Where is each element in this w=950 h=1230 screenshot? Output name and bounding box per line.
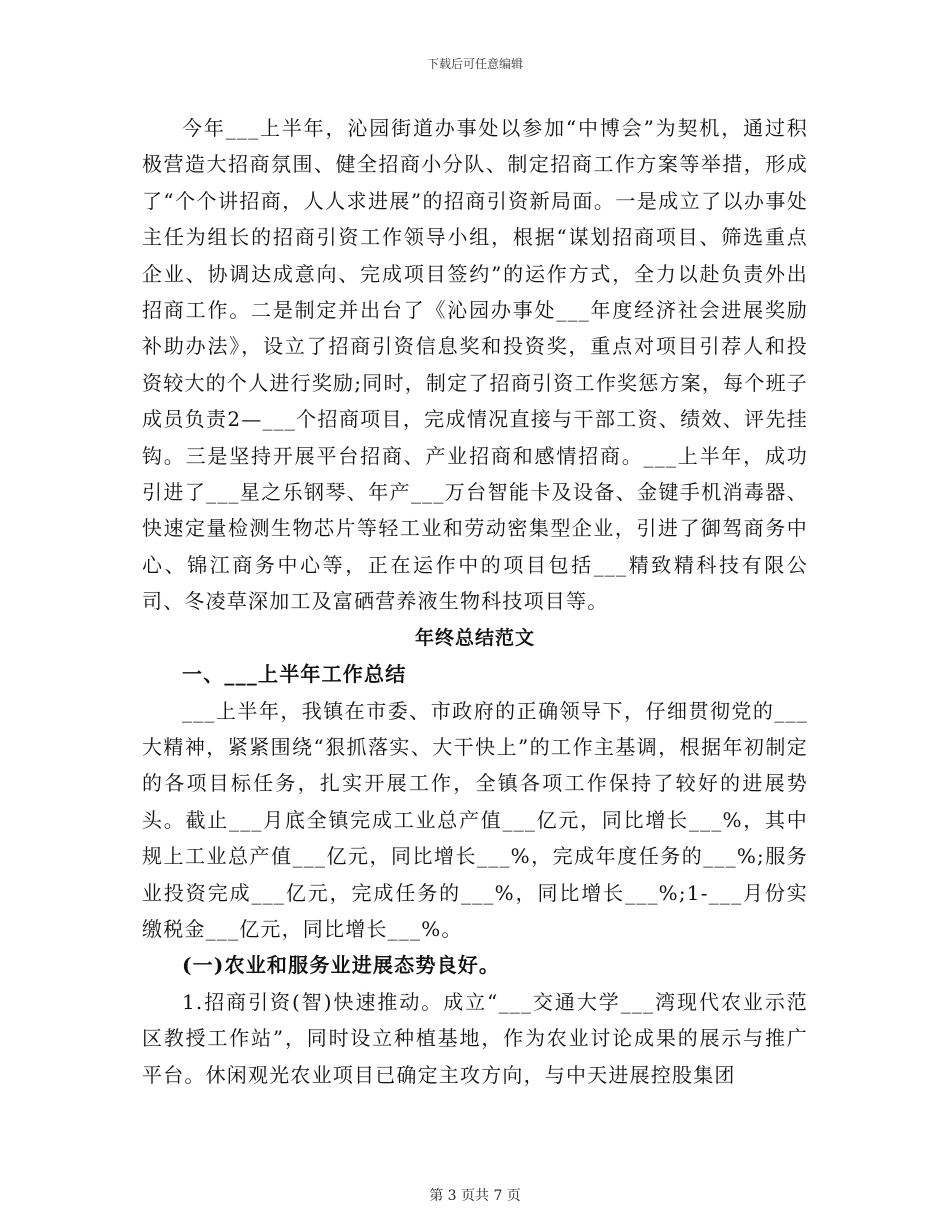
section-title: 年终总结范文 [414,626,535,649]
heading-agriculture-services: (一)农业和服务业进展态势良好。 [182,953,501,978]
summary-paragraph: ___上半年，我镇在市委、市政府的正确领导下，仔细贯彻党的___大精神，紧紧围绕“狠抓落实、大干快上”的工作主基调，根据年初制定的各项目标任务，扎实开展工作，全镇各项工作保持了较好的进展势头。截止___月底全镇完成工业总产值___亿元，同比增长___%，其中规上工业总产值___亿元，同比增长___%，完成年度任务的___%;服务业投资完成___亿元，完成任务的___%，同比增长___%;1-___月份实缴税金___亿元，同比增长___%。 [142,698,808,941]
intro-paragraph: 今年___上半年，沁园街道办事处以参加“中博会”为契机，通过积极营造大招商氛围、健全招商小分队、制定招商工作方案等举措，形成了“个个讲招商，人人求进展”的招商引资新局面。一是成立了以办事处主任为组长的招商引资工作领导小组，根据“谋划招商项目、筛选重点企业、协调达成意向、完成项目签约”的运作方式，全力以赴负责外出招商工作。二是制定并出台了《沁园办事处___年度经济社会进展奖励补助办法》，设立了招商引资信息奖和投资奖，重点对项目引荐人和投资较大的个人进行奖励;同时，制定了招商引资工作奖惩方案，每个班子成员负责2—___个招商项目，完成情况直接与干部工资、绩效、评先挂钩。三是坚持开展平台招商、产业招商和感情招商。___上半年，成功引进了___星之乐钢琴、年产___万台智能卡及设备、金键手机消毒器、快速定量检测生物芯片等轻工业和劳动密集型企业，引进了御驾商务中心、锦江商务中心等，正在运作中的项目包括___精致精科技有限公司、冬凌草深加工及富硒营养液生物科技项目等。 [142,116,808,614]
page-header: 下载后可任意编辑 [426,57,523,71]
document-body [142,110,808,1093]
heading-first-half-summary: 一、___上半年工作总结 [182,662,407,687]
investment-paragraph: 1.招商引资(智)快速推动。成立“___交通大学___湾现代农业示范区教授工作站”，同时设立种植基地，作为农业讨论成果的展示与推广平台。休闲观光农业项目已确定主攻方向，与中天进展控股集团 [142,989,808,1087]
page-number: 第 3 页共 7 页 [429,1188,521,1204]
